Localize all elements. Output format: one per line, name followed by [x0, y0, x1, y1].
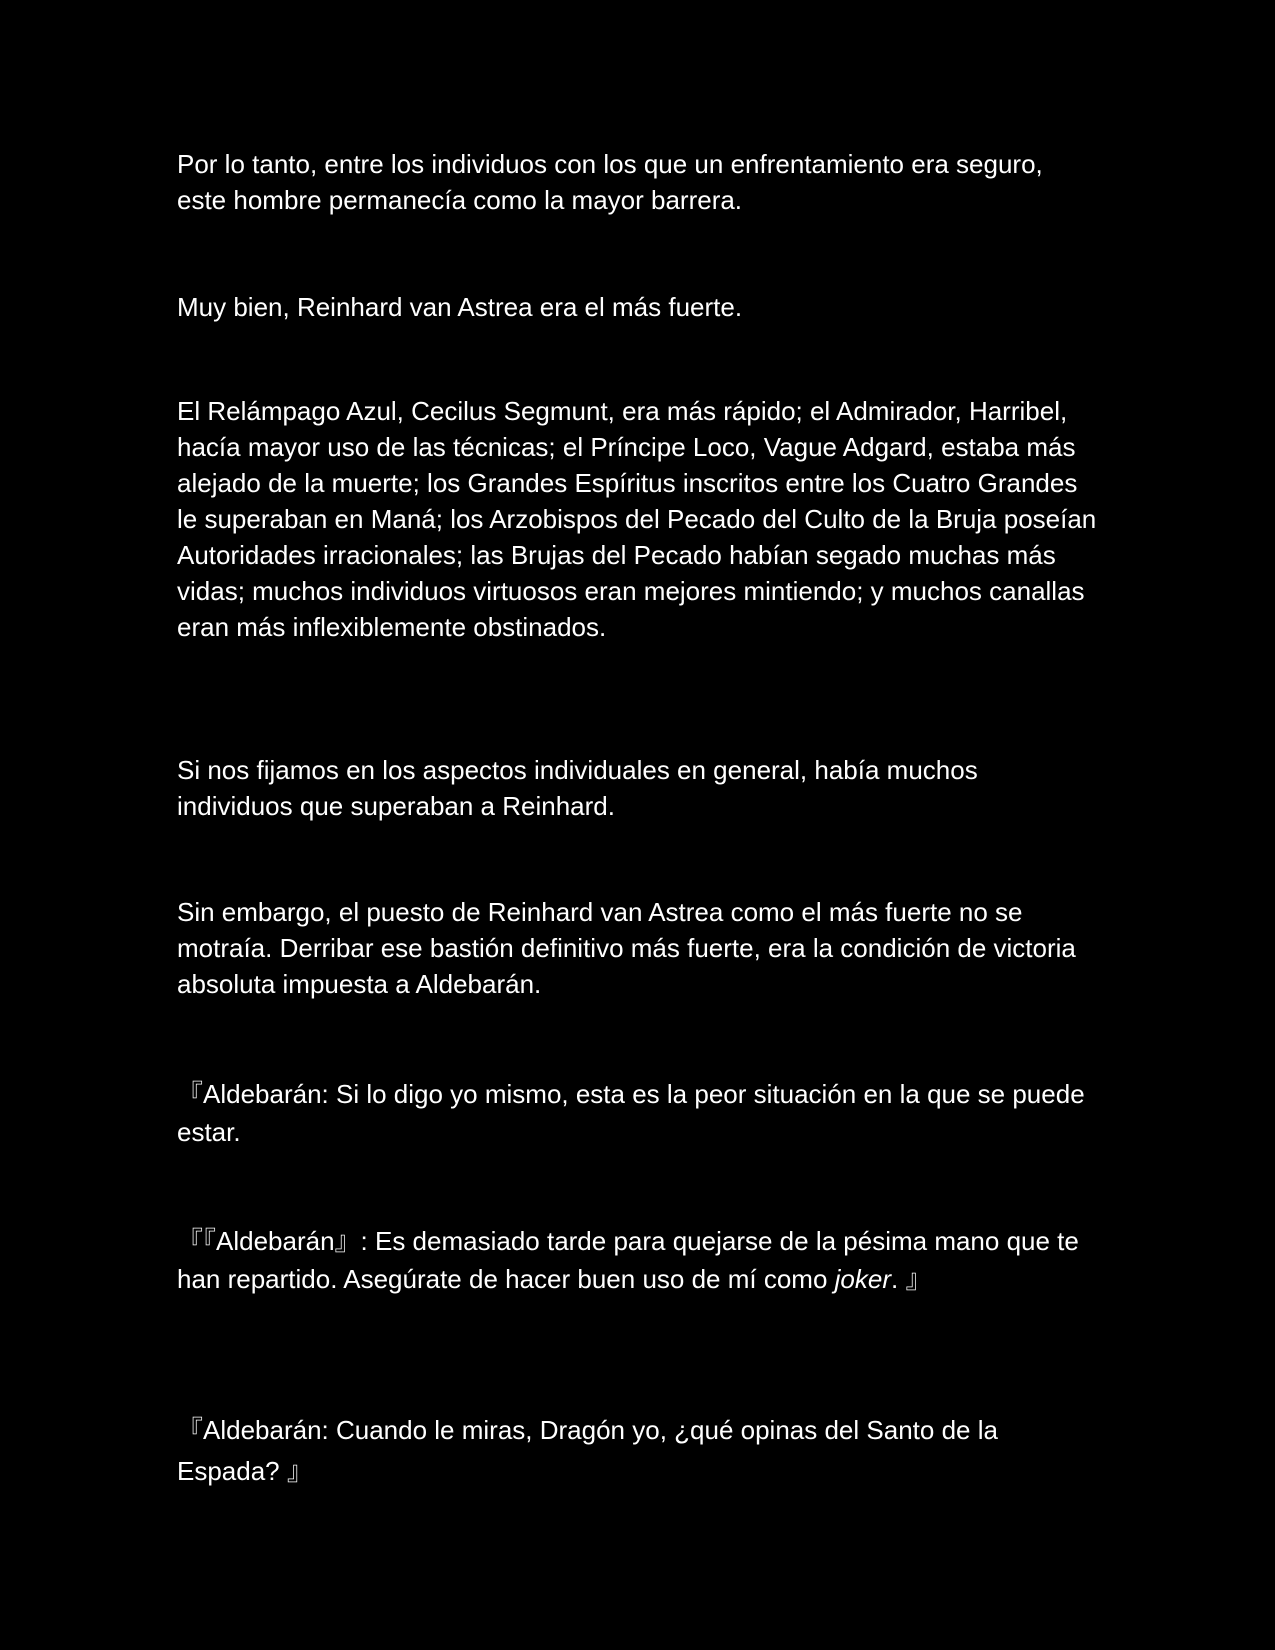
paragraph-1: Por lo tanto, entre los individuos con los que un enfrentamiento era seguro, este hombre permanecía como la mayor barrera. — [177, 149, 1043, 215]
dialogue-line-1: 『Aldebarán: Si lo digo yo mismo, esta es la peor situación en la que se puede estar. — [177, 1079, 1085, 1147]
italic-word: joker — [834, 1264, 892, 1294]
paragraph-5: Sin embargo, el puesto de Reinhard van Astrea como el más fuerte no se motraía. Derribar ese bastión definitivo más fuerte, era la condición de victoria absoluta impuesta a Aldebarán. — [177, 897, 1076, 999]
dialogue-line-3: 『Aldebarán: Cuando le miras, Dragón yo, ¿qué opinas del Santo de la Espada? 』 — [177, 1415, 998, 1486]
closing-bracket: 』 — [905, 1264, 932, 1294]
paragraph-3: El Relámpago Azul, Cecilus Segmunt, era más rápido; el Admirador, Harribel, hacía mayor uso de las técnicas; el Príncipe Loco, Vague Adgard, estaba más alejado de la muerte; los Grandes Espíritus inscritos entre los Cuatro Grandes le superaban en Maná; los Arzobispos del Pecado del Culto de la Bruja poseían Autoridades irracionales; las Brujas del Pecado habían segado muchas más vidas; muchos individuos virtuosos eran mejores mintiendo; y muchos canallas eran más inflexiblemente obstinados. — [177, 396, 1097, 642]
dialogue-line-2-text: 『『Aldebarán』: Es demasiado tarde para quejarse de la pésima mano que te han repartido. Asegúrate de hacer buen uso de mí como — [177, 1226, 1079, 1294]
dialogue-line-2 — [177, 1222, 1097, 1298]
paragraph-2: Muy bien, Reinhard van Astrea era el más fuerte. — [177, 292, 743, 322]
paragraph-4: Si nos fijamos en los aspectos individuales en general, había muchos individuos que superaban a Reinhard. — [177, 755, 978, 821]
italic-suffix: . — [891, 1264, 906, 1294]
